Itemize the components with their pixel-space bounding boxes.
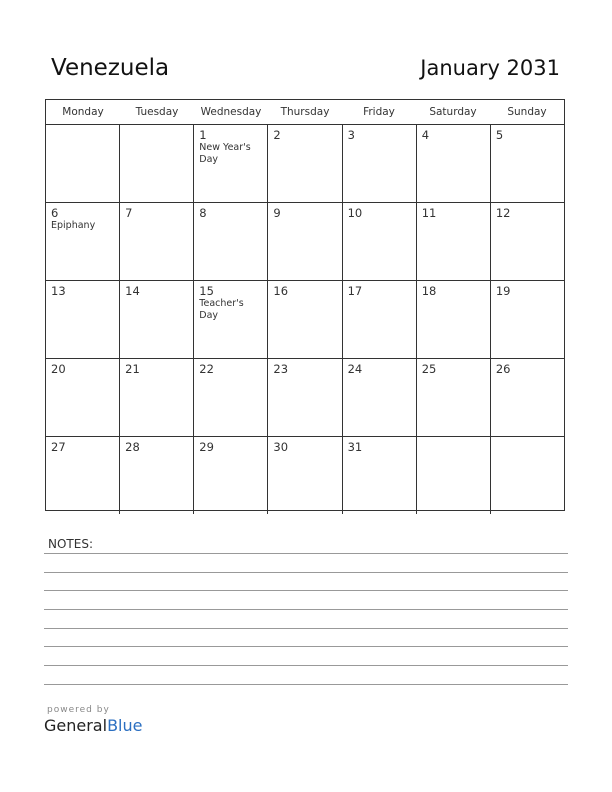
day-cell [343,359,417,436]
weeks-container [46,125,564,514]
day-number: 2 [273,128,281,142]
day-cell [343,125,417,202]
notes-line [44,646,568,647]
day-number: 21 [125,362,140,376]
day-cell [194,359,268,436]
day-cell [417,203,491,280]
day-number: 9 [273,206,281,220]
day-cell [194,125,268,202]
week-row [46,281,564,359]
day-cell [491,203,564,280]
day-number: 25 [421,362,437,376]
day-cell [120,359,194,436]
week-row [46,203,564,281]
weekday-wednesday: Wednesday [200,106,262,118]
brand-blue: Blue [107,716,143,735]
notes-line [44,572,568,573]
day-number: 11 [421,206,437,220]
weekday-sunday: Sunday [507,106,547,118]
notes-label: NOTES: [48,537,93,551]
notes-line [44,665,568,666]
day-number: 18 [421,284,437,298]
day-number: 5 [495,128,504,142]
day-number: 29 [199,440,214,454]
day-number: 20 [51,362,66,376]
notes-line [44,590,568,591]
day-cell [46,281,120,358]
calendar-grid [45,99,565,511]
day-number: 19 [495,284,511,298]
brand-general: General [44,716,108,735]
day-cell [46,359,120,436]
day-cell [194,203,268,280]
holiday-label: Epiphany [51,220,96,231]
day-number: 24 [347,362,363,376]
day-cell [120,203,194,280]
day-cell [417,281,491,358]
day-cell [417,359,491,436]
day-cell [491,281,564,358]
day-cell [343,437,417,514]
month-title: January 2031 [420,56,560,80]
day-number: 15 [199,284,214,298]
day-number: 12 [495,206,511,220]
day-cell [120,281,194,358]
week-row [46,437,564,514]
weekday-friday: Friday [363,106,395,118]
country-title: Venezuela [51,55,170,81]
holiday-label: New Year's Day [199,142,251,165]
day-number: 1 [199,128,207,142]
day-cell [268,203,342,280]
day-cell [120,437,194,514]
powered-by-text: powered by [47,705,110,715]
day-cell [46,125,120,202]
day-number: 22 [199,362,214,376]
day-number: 27 [51,440,66,454]
day-cell [417,125,491,202]
day-cell [491,125,564,202]
day-cell [268,281,342,358]
day-number: 14 [125,284,140,298]
week-row [46,359,564,437]
day-cell [46,437,120,514]
day-cell [417,437,491,514]
weekday-saturday: Saturday [429,106,477,118]
day-cell [268,437,342,514]
day-number: 17 [347,284,363,298]
day-cell [268,125,342,202]
day-cell [194,281,268,358]
weekday-monday: Monday [62,106,104,118]
day-number: 23 [273,362,289,376]
day-number: 10 [347,206,363,220]
notes-line [44,628,568,629]
weekday-header-row [46,100,564,125]
day-cell [343,281,417,358]
day-cell [343,203,417,280]
weekday-tuesday: Tuesday [135,106,179,118]
day-cell [268,359,342,436]
day-number: 16 [273,284,289,298]
day-cell [46,203,120,280]
day-number: 4 [421,128,430,142]
day-cell [491,359,564,436]
holiday-label: Teacher's Day [199,298,244,321]
week-row [46,125,564,203]
day-number: 7 [125,206,133,220]
notes-line [44,609,568,610]
brand-logo [44,716,142,735]
notes-line [44,553,568,554]
day-number: 13 [51,284,66,298]
notes-line [44,684,568,685]
day-cell [194,437,268,514]
weekday-thursday: Thursday [280,106,330,118]
day-number: 6 [51,206,59,220]
day-number: 26 [495,362,511,376]
day-number: 31 [347,440,363,454]
day-number: 3 [347,128,355,142]
day-number: 8 [199,206,207,220]
day-number: 30 [273,440,289,454]
day-number: 28 [125,440,140,454]
day-cell [120,125,194,202]
day-cell [491,437,564,514]
